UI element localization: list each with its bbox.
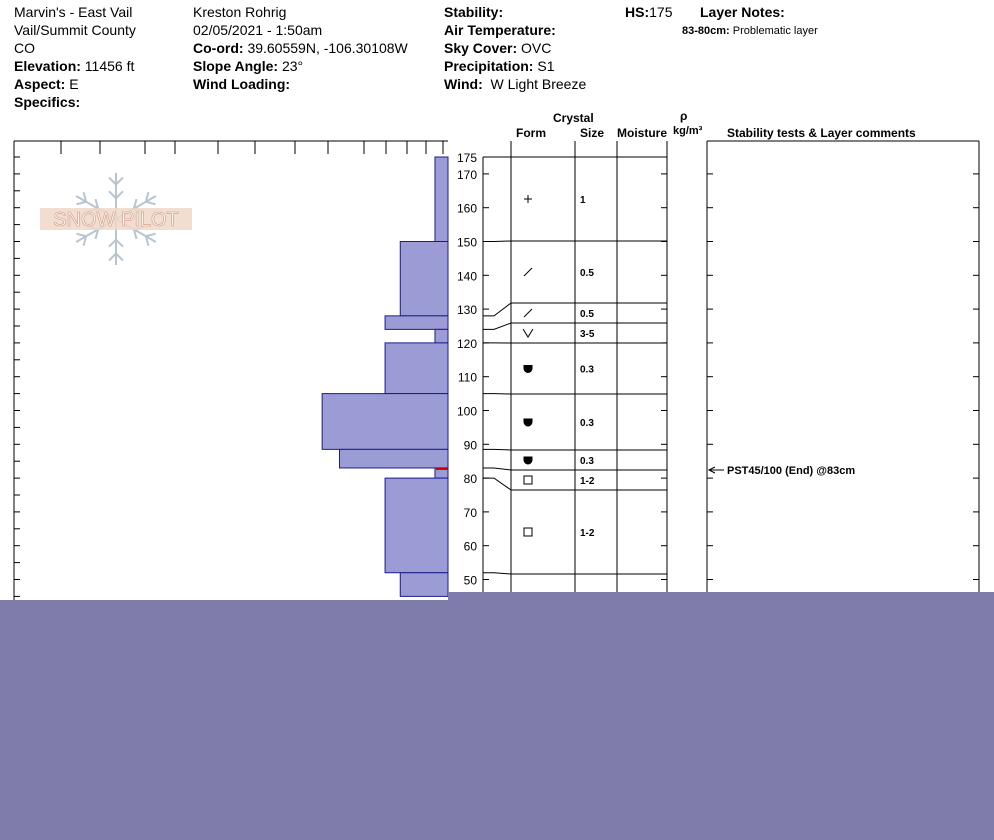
flake-branch: [116, 240, 123, 247]
hs-value: 175: [649, 4, 673, 20]
flake-branch: [116, 177, 123, 184]
grain-size-label: 1: [580, 195, 586, 206]
layer-note-depth: 83-80cm:: [682, 25, 730, 37]
col-size: Size: [580, 126, 605, 140]
grain-size-label: 1-2: [580, 528, 595, 539]
elevation-value: 11456 ft: [84, 58, 135, 74]
depth-tick-label: 175: [456, 151, 477, 165]
col-stability: Stability tests & Layer comments: [727, 126, 916, 140]
depth-tick-label: 150: [456, 235, 477, 250]
hardness-bar: [400, 242, 448, 316]
location-name: Marvin's - East Vail: [14, 4, 133, 20]
hardness-bar: [340, 449, 449, 468]
county: Vail/Summit County: [14, 22, 136, 38]
rounding-faceted-icon: [524, 419, 532, 426]
hardness-bar: [385, 343, 448, 394]
specifics-label: Specifics:: [14, 94, 81, 110]
snowpilot-logo: [40, 173, 192, 265]
flake-branch: [146, 234, 156, 237]
depth-tick-label: 50: [463, 573, 477, 588]
flake-branch: [116, 191, 123, 198]
fragmented-particle-icon: [524, 268, 532, 276]
coord-label: Co-ord:: [193, 40, 244, 56]
rounding-faceted-icon: [524, 366, 532, 373]
hardness-bar: [322, 394, 448, 450]
flake-branch: [76, 202, 86, 205]
wind-loading-label: Wind Loading:: [193, 76, 291, 92]
slope-label: Slope Angle:: [193, 58, 279, 74]
sky-label: Sky Cover:: [444, 40, 518, 56]
air-temp-label: Air Temperature:: [444, 22, 556, 38]
layer-connector: [483, 468, 511, 470]
overlay-strip: [448, 592, 994, 600]
col-form: Form: [516, 126, 546, 140]
depth-tick-label: 70: [463, 505, 477, 520]
layer-note-text: Problematic layer: [732, 25, 818, 37]
grain-size-label: 0.5: [580, 309, 594, 320]
grain-size-label: 1-2: [580, 476, 595, 487]
flake-branch: [109, 191, 116, 198]
flake-branch: [116, 254, 123, 261]
datetime: 02/05/2021 - 1:50am: [193, 22, 323, 38]
depth-tick-label: 90: [463, 438, 477, 453]
stability-test-label: PST45/100 (End) @83cm: [727, 465, 856, 477]
sky-value: OVC: [521, 40, 552, 56]
precip-value: S1: [537, 58, 555, 74]
col-crystal: Crystal: [553, 111, 594, 125]
depth-tick-label: 100: [456, 404, 477, 419]
stability-label: Stability:: [444, 4, 504, 20]
wind-label: Wind:: [444, 76, 483, 92]
faceted-crystal-icon: [524, 476, 532, 484]
grain-size-label: 3-5: [580, 329, 595, 340]
depth-tick-label: 170: [456, 167, 477, 182]
depth-tick-label: 80: [463, 472, 477, 487]
flake-branch: [109, 254, 116, 261]
col-moisture: Moisture: [617, 126, 668, 140]
precip-label: Precipitation:: [444, 58, 534, 74]
flake-branch: [109, 240, 116, 247]
aspect-label: Aspect:: [14, 76, 66, 92]
elevation-label: Elevation:: [14, 58, 81, 74]
layer-notes-label: Layer Notes:: [700, 4, 785, 20]
flake-branch: [76, 234, 86, 237]
flake-branch: [146, 202, 156, 205]
depth-tick-label: 60: [463, 539, 477, 554]
fragmented-particle-icon: [524, 309, 532, 317]
hardness-bar: [385, 316, 448, 330]
aspect-value: E: [69, 76, 79, 92]
hardness-bar: [435, 329, 448, 343]
hardness-bar: [385, 478, 448, 573]
depth-tick-label: 160: [456, 201, 477, 216]
col-rho: ρ: [680, 109, 688, 123]
hardness-bar: [400, 573, 448, 597]
layer-connector: [483, 449, 511, 450]
hardness-bar: [435, 157, 448, 242]
logo-text: SNOW PILOT: [53, 209, 179, 231]
depth-hoar-icon: [523, 329, 533, 337]
slope-value: 23°: [281, 58, 304, 74]
observer: Kreston Rohrig: [193, 4, 287, 20]
layer-connector: [483, 241, 511, 242]
col-density-unit: kg/m³: [673, 125, 703, 137]
coord-value: 39.60559N, -106.30108W: [247, 40, 408, 56]
rounding-faceted-icon: [524, 457, 532, 464]
flake-branch: [109, 177, 116, 184]
wind-value: W Light Breeze: [490, 76, 587, 92]
overlay-panel: [0, 600, 994, 840]
layer-connector: [483, 478, 511, 490]
faceted-crystal-icon: [524, 528, 532, 536]
grain-size-label: 0.5: [580, 268, 594, 279]
grain-size-label: 0.3: [580, 364, 594, 376]
depth-tick-label: 110: [457, 370, 477, 385]
depth-tick-label: 120: [456, 336, 477, 351]
grain-size-label: 0.3: [580, 456, 594, 467]
depth-tick-label: 140: [456, 269, 477, 284]
state: CO: [14, 40, 35, 56]
layer-connector: [483, 573, 511, 574]
depth-tick-label: 130: [456, 303, 477, 318]
hs-label: HS:: [625, 4, 650, 20]
layer-connector: [483, 323, 511, 329]
grain-size-label: 0.3: [580, 418, 594, 429]
